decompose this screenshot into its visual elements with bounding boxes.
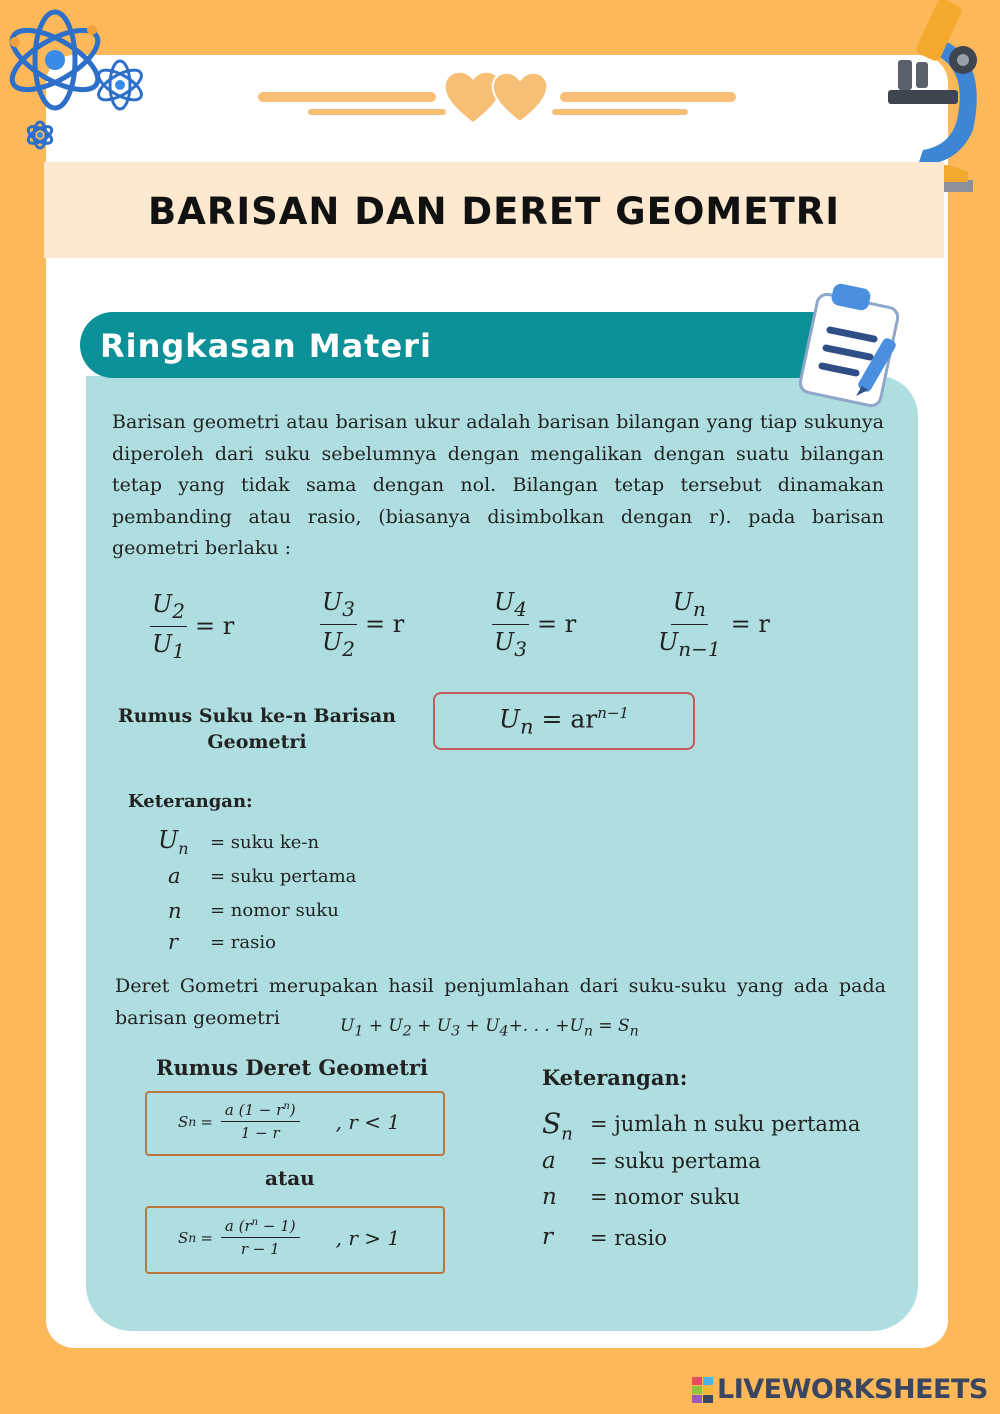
deret-formula-1: S n = $\frac{a (1 - r^n)}{1 - r}$ , r < 1 bbox=[178, 1101, 401, 1142]
desc-a: = suku pertama bbox=[210, 866, 357, 887]
atom-icon bbox=[0, 0, 150, 160]
hearts-icon bbox=[440, 66, 560, 126]
symbol-r-2: r bbox=[542, 1224, 553, 1250]
symbol-sn: $S_n$ bbox=[542, 1107, 573, 1145]
desc-n-2: = nomor suku bbox=[590, 1185, 741, 1209]
rumus-deret-heading: Rumus Deret Geometri bbox=[156, 1055, 428, 1080]
deret-sum-formula: $U_1 + U_2 + U_3 + U_4+$. . . $+U_n = S_n$ bbox=[340, 1016, 639, 1040]
symbol-a-2: a bbox=[542, 1148, 556, 1174]
ratio-formula-4: $\frac{U_n}{U_{n-1}}$ = r bbox=[658, 588, 770, 661]
deret-paragraph-line1: Deret Gometri merupakan hasil penjumlahan dari suku-suku yang ada pada bbox=[115, 975, 886, 997]
keterangan-heading-2: Keterangan: bbox=[542, 1065, 688, 1090]
liveworksheets-text: LIVEWORKSHEETS bbox=[717, 1374, 988, 1405]
desc-a-2: = suku pertama bbox=[590, 1149, 761, 1173]
clipboard-icon bbox=[796, 278, 908, 410]
desc-n: = nomor suku bbox=[210, 900, 339, 921]
intro-paragraph: Barisan geometri atau barisan ukur adalah barisan bilangan yang tiap sukunya diperoleh dari suku sebelumnya dengan mengalikan dengan suatu bilangan tetap yang tidak sama dengan nol. Bilangan tetap tersebut dinamakan pembanding atau rasio, (biasanya disimbolkan dengan r). pada barisan geometri berlaku : bbox=[112, 411, 884, 559]
liveworksheets-logo bbox=[692, 1374, 988, 1405]
deret-formula-2: S n = $\frac{a (r^n - 1)}{r - 1}$ , r > 1 bbox=[178, 1217, 401, 1258]
ratio-formula-1: $\frac{U_2}{U_1}$ = r bbox=[152, 590, 235, 663]
symbol-r: r bbox=[168, 930, 179, 954]
divider-line-left-top bbox=[258, 92, 436, 102]
divider-line-left-bottom bbox=[308, 109, 446, 115]
section-label: Ringkasan Materi bbox=[100, 327, 432, 365]
desc-sn: = jumlah n suku pertama bbox=[590, 1112, 861, 1136]
liveworksheets-badge-icon bbox=[692, 1377, 714, 1403]
divider-line-right-top bbox=[560, 92, 736, 102]
desc-r-2: = rasio bbox=[590, 1226, 667, 1250]
symbol-a: a bbox=[168, 864, 181, 888]
nth-term-label: Rumus Suku ke-n Barisan Geometri bbox=[118, 705, 396, 753]
desc-un: = suku ke-n bbox=[210, 832, 320, 853]
symbol-n-2: n bbox=[542, 1184, 557, 1210]
keterangan-heading-1: Keterangan: bbox=[128, 791, 253, 812]
symbol-un: $U_n$ bbox=[158, 826, 189, 858]
symbol-n: n bbox=[168, 899, 182, 923]
divider-line-right-bottom bbox=[552, 109, 688, 115]
desc-r: = rasio bbox=[210, 932, 276, 953]
deret-paragraph-line2: barisan geometri bbox=[115, 1007, 280, 1029]
page-title: BARISAN DAN DERET GEOMETRI bbox=[148, 190, 840, 233]
ratio-formula-3: $\frac{U_4}{U_3}$ = r bbox=[494, 588, 577, 661]
atau-label: atau bbox=[265, 1166, 315, 1190]
nth-term-formula: $U_n = ar^{n-1}$ bbox=[499, 704, 629, 739]
ratio-formula-2: $\frac{U_3}{U_2}$ = r bbox=[322, 588, 405, 661]
